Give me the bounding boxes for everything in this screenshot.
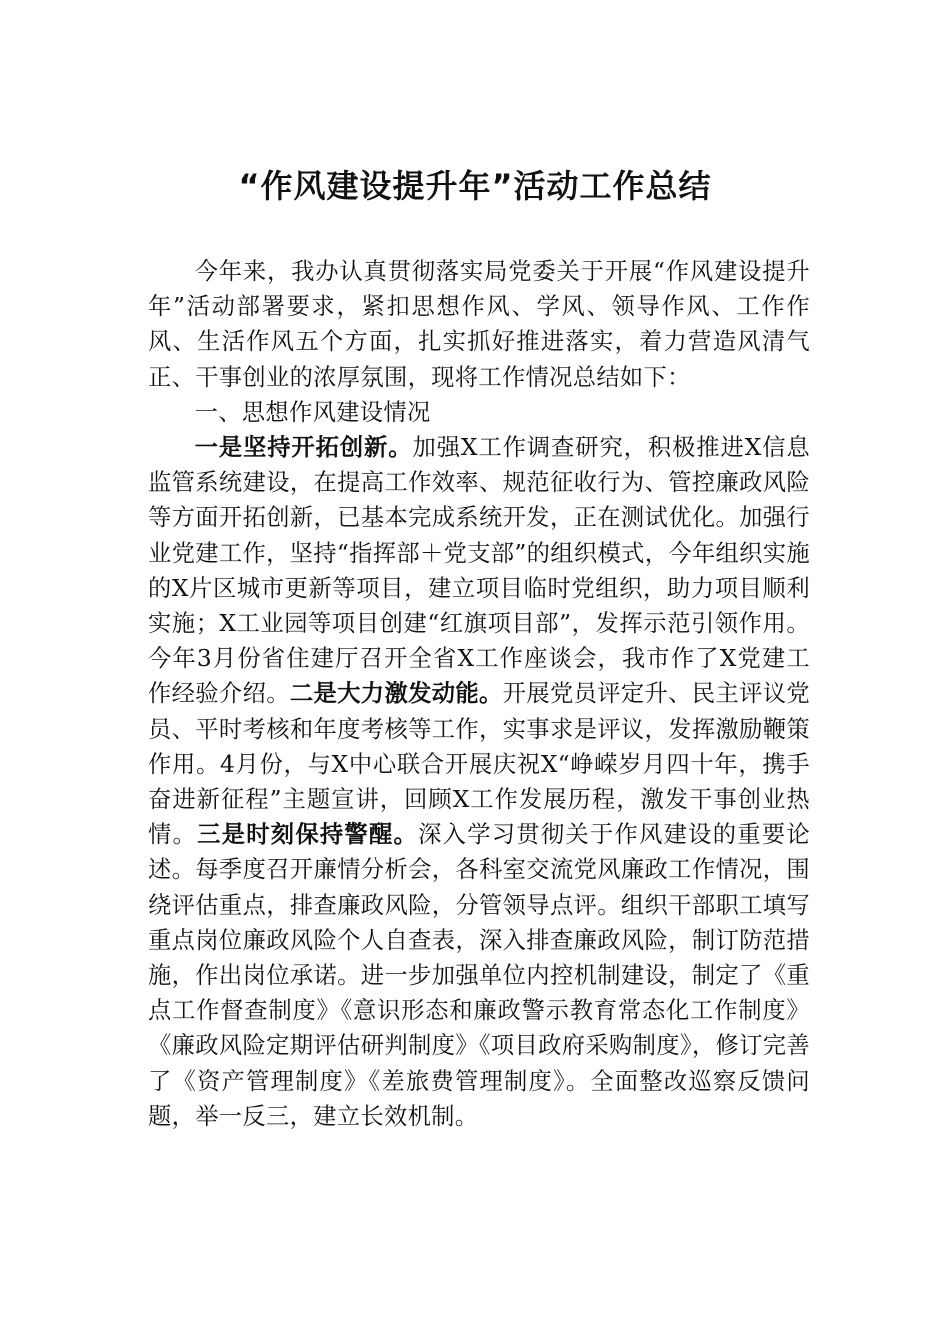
document-body xyxy=(148,254,810,1134)
lead-point-2: 二是大力激发动能。 xyxy=(289,680,503,708)
lead-point-3: 三是时刻保持警醒。 xyxy=(197,821,419,849)
point-1-text: 加强X工作调查研究，积极推进X信息监管系统建设，在提高工作效率、规范征收行为、管控廉政风险等方面开拓创新，已基本完成系统开发，正在测试优化。加强行业党建工作，坚持“指挥部＋党支部”的组织模式，今年组织实施的X片区城市更新等项目，建立项目临时党组织，助力项目顺利实施；X工业园等项目创建“红旗项目部”，发挥示范引领作用。今年3月份省住建厅召开全省X工作座谈会，我市作了X党建工作经验介绍。 xyxy=(148,434,810,708)
point-2-text: 开展党员评定升、民主评议党员、平时考核和年度考核等工作，实事求是评议，发挥激励鞭策作用。4月份，与X中心联合开展庆祝X“峥嵘岁月四十年，携手奋进新征程”主题宣讲，回顾X工作发展历程，激发干事创业热情。 xyxy=(148,680,810,849)
document-title: “作风建设提升年”活动工作总结 xyxy=(238,167,712,205)
intro-paragraph: 今年来，我办认真贯彻落实局党委关于开展“作风建设提升年”活动部署要求，紧扣思想作风、学风、领导作风、工作作风、生活作风五个方面，扎实抓好推进落实，着力营造风清气正、干事创业的浓厚氛围，现将工作情况总结如下： xyxy=(148,258,810,391)
section-heading: 一、思想作风建设情况 xyxy=(194,398,431,426)
point-3-text: 深入学习贯彻关于作风建设的重要论述。每季度召开廉情分析会，各科室交流党风廉政工作情况，围绕评估重点，排查廉政风险，分管领导点评。组织干部职工填写重点岗位廉政风险个人自查表，深入排查廉政风险，制订防范措施，作出岗位承诺。进一步加强单位内控机制建设，制定了《重点工作督查制度》《意识形态和廉政警示教育常态化工作制度》《廉政风险定期评估研判制度》《项目政府采购制度》，修订完善了《资产管理制度》《差旅费管理制度》。全面整改巡察反馈问题，举一反三，建立长效机制。 xyxy=(148,821,810,1130)
section-paragraph xyxy=(148,430,810,1134)
lead-point-1: 一是坚持开拓创新。 xyxy=(194,434,413,462)
